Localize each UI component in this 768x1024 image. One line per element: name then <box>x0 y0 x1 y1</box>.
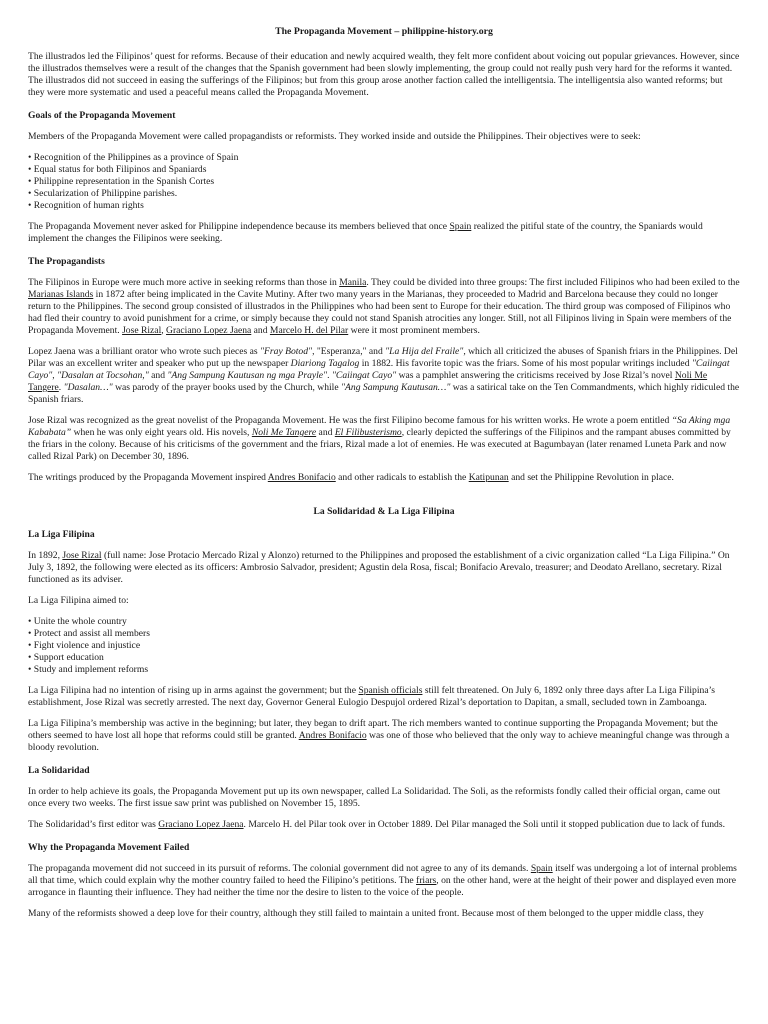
text-run: (full name: Jose Protacio Mercado Rizal y Alonzo) returned to the Philippines and proposed the establishment of a civic organization called “La Liga Filipina.” On July 3, 1892, the following were elected as its officers: Ambrosio Salvador, president; Agustin dela Rosa, fiscal; Bonifacio Arevalo, treasurer; and Deodato Arellano, secretary. Rizal functioned as its adviser. <box>28 550 730 585</box>
list-item: • Unite the whole country <box>28 616 740 628</box>
jose-rizal-link[interactable]: Jose Rizal <box>62 550 102 561</box>
liga-paragraph-1 <box>28 550 740 586</box>
failed-paragraph-1 <box>28 863 740 899</box>
document-body <box>28 26 740 929</box>
propagandists-heading: The Propagandists <box>28 256 105 267</box>
liga-heading: La Liga Filipina <box>28 529 95 540</box>
text-run: , which all criticized the abuses of Spanish friars in the Philippines. Del Pilar was an excellent writer and speaker who put up the newspaper <box>28 346 738 369</box>
text-run: La Liga Filipina had no intention of rising up in arms against the government; but the <box>28 685 359 696</box>
title-dasalan-at-tocsohan: "Dasalan at Tocsohan," <box>57 370 149 381</box>
list-item: • Equal status for both Filipinos and Spaniards <box>28 164 740 176</box>
noli-me-tangere-link[interactable]: Noli Me Tangere <box>251 427 317 438</box>
text-run: Lopez Jaena was a brilliant orator who wrote such pieces as <box>28 346 261 357</box>
text-run: , <box>52 370 58 381</box>
solidaridad-heading: La Solidaridad <box>28 765 90 776</box>
title-fray-botod: "Fray Botod" <box>260 346 313 357</box>
text-run: was a pamphlet answering the criticisms received by Jose Rizal’s novel <box>396 370 675 381</box>
propagandists-paragraph-1 <box>28 277 740 337</box>
text-run: . <box>58 382 64 393</box>
andres-bonifacio-link[interactable]: Andres Bonifacio <box>298 730 367 741</box>
noli-me-tangere-link[interactable]: Noli Me Tangere <box>28 370 708 393</box>
list-item: • Fight violence and injustice <box>28 640 740 652</box>
propagandists-paragraph-3 <box>28 415 740 463</box>
text-run: realized the pitiful state of the country, the Spaniards would implement the changes the Filipinos were seeking. <box>28 221 703 244</box>
failed-heading: Why the Propaganda Movement Failed <box>28 842 190 853</box>
goals-closing-paragraph <box>28 221 740 245</box>
text-run: was one of those who believed that the only way to achieve meaningful change was through a bloody revolution. <box>28 730 730 753</box>
propagandists-paragraph-4 <box>28 472 740 484</box>
goals-list <box>28 152 740 212</box>
spain-link[interactable]: Spain <box>530 863 553 874</box>
text-run: and <box>148 370 168 381</box>
marcelo-del-pilar-link[interactable]: Marcelo H. del Pilar <box>269 325 349 336</box>
text-run: The writings produced by the Propaganda Movement inspired <box>28 472 268 483</box>
text-run: in 1872 after being implicated in the Cavite Mutiny. After two many years in the Marianas, they proceeded to Madrid and Barcelona because they could no longer return to the Philippines. The second group consisted of illustrados in the Philippines who had been sent to Europe for their education. The third group was composed of Filipinos who had fled their country to avoid punishment for a crime, or simply because they could not stand Spanish atrocities any longer. Still, not all Filipinos living in Spain were members of the Propaganda Movement. <box>28 289 732 336</box>
text-run: was a satirical take on the Ten Commandments, which highly ridiculed the Spanish friars. <box>28 382 740 405</box>
title-caiingat-cayo: "Caiingat Cayo" <box>28 358 730 381</box>
solidaridad-paragraph-1: In order to help achieve its goals, the Propaganda Movement put up its own newspaper, called La Solidaridad. The Soli, as the reformists fondly called their official organ, came out once every two weeks. The first issue saw print was published on November 15, 1895. <box>28 786 721 809</box>
text-run: , on the other hand, were at the height of their power and displayed even more arrogance in flaunting their influence. They had neither the time nor the desire to listen to the voice of the people. <box>28 875 736 898</box>
propagandists-paragraph-2 <box>28 346 740 406</box>
list-item: • Secularization of Philippine parishes. <box>28 188 740 200</box>
title-la-hija-del-fraile: "La Hija del Fraile" <box>385 346 464 357</box>
text-run: and <box>316 427 335 438</box>
text-run: Jose Rizal was recognized as the great novelist of the Propaganda Movement. He was the first Filipino become famous for his written works. He wrote a poem entitled <box>28 415 672 426</box>
graciano-lopez-jaena-link[interactable]: Graciano Lopez Jaena <box>158 819 244 830</box>
text-run: . <box>327 370 332 381</box>
text-run: . They could be divided into three groups: The first included Filipinos who had been exiled to the <box>366 277 740 288</box>
andres-bonifacio-link[interactable]: Andres Bonifacio <box>267 472 336 483</box>
list-item: • Philippine representation in the Spanish Cortes <box>28 176 740 188</box>
liga-aims-list <box>28 616 740 676</box>
intro-paragraph: The illustrados led the Filipinos’ quest for reforms. Because of their education and newly acquired wealth, they felt more confident about voicing out popular grievances. However, since the illustrados themselves were a result of the changes that the Spanish government had been slowly implementing, the group could not really push very hard for the reforms it wanted. The illustrados did not succeed in easing the sufferings of the Filipinos; but from this group arose another faction called the intelligentsia. The intelligentsia also wanted reforms; but they were more systematic and used a peaceful means called the Propaganda Movement. <box>28 51 740 98</box>
text-run: , clearly depicted the sufferings of the Filipinos and the rampant abuses committed by the friars in the colony. Because of his criticisms of the government and the friars, Rizal made a lot of enemies. He was executed at Bagumbayan (later renamed Luneta Park and now called Rizal Park) on December 30, 1896. <box>28 427 731 462</box>
spanish-officials-link[interactable]: Spanish officials <box>358 685 423 696</box>
liga-paragraph-4 <box>28 718 740 754</box>
goals-heading: Goals of the Propaganda Movement <box>28 110 176 121</box>
text-run: , <box>161 325 167 336</box>
title-dasalan: "Dasalan…" <box>63 382 113 393</box>
text-run: In 1892, <box>28 550 63 561</box>
title-ang-sampung-kautusan: "Ang Sampung Kautusan ng mga Prayle" <box>167 370 328 381</box>
solidaridad-paragraph-2 <box>28 819 740 831</box>
title-diariong-tagalog: Diariong Tagalog <box>290 358 360 369</box>
list-item: • Recognition of human rights <box>28 200 740 212</box>
text-run: when he was only eight years old. His novels, <box>71 427 252 438</box>
text-run: and other radicals to establish the <box>335 472 469 483</box>
list-item: • Recognition of the Philippines as a province of Spain <box>28 152 740 164</box>
marianas-islands-link[interactable]: Marianas Islands <box>28 289 94 300</box>
spain-link[interactable]: Spain <box>449 221 472 232</box>
text-run: La Liga Filipina’s membership was active in the beginning; but later, they began to drift apart. The rich members wanted to continue supporting the Propaganda Movement; but the others seemed to have lost all hope that reforms could still be granted. <box>28 718 718 741</box>
text-run: and set the Philippine Revolution in place. <box>508 472 674 483</box>
friars-link[interactable]: friars <box>416 875 437 886</box>
text-run: The Solidaridad’s first editor was <box>28 819 159 830</box>
jose-rizal-link[interactable]: Jose Rizal <box>122 325 162 336</box>
text-run: The Propaganda Movement never asked for Philippine independence because its members believed that once <box>28 221 450 232</box>
graciano-lopez-jaena-link[interactable]: Graciano Lopez Jaena <box>166 325 252 336</box>
list-item: • Study and implement reforms <box>28 664 740 676</box>
goals-intro-paragraph: Members of the Propaganda Movement were called propagandists or reformists. They worked inside and outside the Philippines. Their objectives were to seek: <box>28 131 641 142</box>
failed-paragraph-2: Many of the reformists showed a deep love for their country, although they still failed to maintain a united front. Because most of them belonged to the upper middle class, they <box>28 908 704 919</box>
liga-paragraph-3 <box>28 685 740 709</box>
text-run: , "Esperanza," and <box>312 346 386 357</box>
text-run: was parody of the prayer books used by the Church, while <box>112 382 342 393</box>
liga-aims-intro: La Liga Filipina aimed to: <box>28 595 129 606</box>
title-sa-aking-mga-kababata: “Sa Aking mga Kababata” <box>28 415 731 438</box>
title-ang-sampung-kautusan: "Ang Sampung Kautusan…" <box>341 382 451 393</box>
text-run: . Marcelo H. del Pilar took over in October 1889. Del Pilar managed the Soli until it stopped publication due to lack of funds. <box>243 819 725 830</box>
manila-link[interactable]: Manila <box>339 277 367 288</box>
text-run: in 1882. His favorite topic was the friars. Some of his most popular writings included <box>359 358 692 369</box>
text-run: still felt threatened. On July 6, 1892 only three days after La Liga Filipina’s establishment, Jose Rizal was secretly arrested. The next day, Governor General Eulogio Despujol ordered Rizal’s deportation to Dapitan, a small, secluded town in Zamboanga. <box>28 685 715 708</box>
title-caiingat-cayo: "Caiingat Cayo" <box>331 370 397 381</box>
text-run: The Filipinos in Europe were much more active in seeking reforms than those in <box>28 277 340 288</box>
page-title: The Propaganda Movement – philippine-history.org <box>275 26 493 37</box>
section-title: La Solidaridad & La Liga Filipina <box>313 506 455 517</box>
text-run: and <box>251 325 270 336</box>
list-item: • Support education <box>28 652 740 664</box>
text-run: itself was undergoing a lot of internal problems all that time, which could explain why the mother country failed to heed the Filipino’s petitions. The <box>28 863 737 886</box>
katipunan-link[interactable]: Katipunan <box>468 472 509 483</box>
el-filibusterismo-link[interactable]: El Filibusterismo <box>334 427 402 438</box>
text-run: The propaganda movement did not succeed in its pursuit of reforms. The colonial government did not agree to any of its demands. <box>28 863 531 874</box>
list-item: • Protect and assist all members <box>28 628 740 640</box>
text-run: were it most prominent members. <box>348 325 480 336</box>
